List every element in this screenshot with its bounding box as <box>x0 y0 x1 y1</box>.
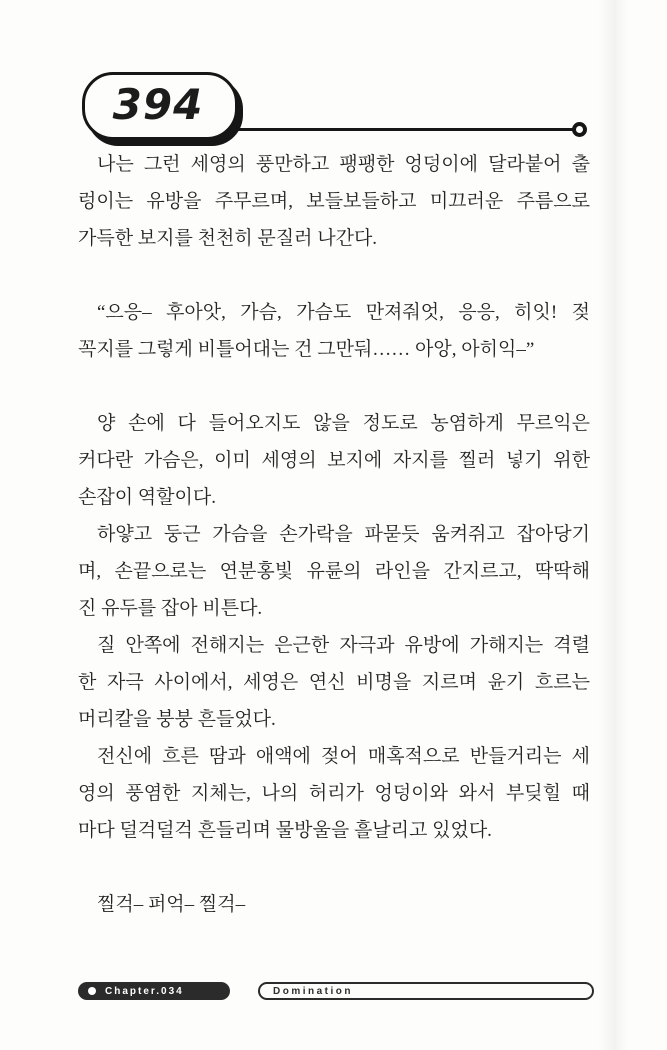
scan-edge-shading <box>598 0 628 1050</box>
text-line: 영의 풍염한 지체는, 나의 허리가 엉덩이와 와서 부딪힐 때 <box>78 783 590 804</box>
text-line: 한 자극 사이에서, 세영은 연신 비명을 지르며 윤기 흐르는 <box>78 672 590 693</box>
chapter-dot-icon <box>88 987 96 995</box>
text-line: “으응– 후아앗, 가슴, 가슴도 만져줘엇, 응응, 히잇! 젖 <box>97 302 590 323</box>
text-line: 며, 손끝으로는 연분홍빛 유륜의 라인을 간지르고, 딱딱해 <box>78 561 590 582</box>
book-title-label: Domination <box>273 985 353 997</box>
header-rule-line <box>228 128 576 131</box>
text-line: 손잡이 역할이다. <box>78 487 216 508</box>
book-title-badge <box>258 982 594 1000</box>
chapter-badge <box>78 982 230 1000</box>
blank-line <box>78 849 590 886</box>
text-line: 진 유두를 잡아 비튼다. <box>78 598 263 619</box>
text-line: 전신에 흐른 땀과 애액에 젖어 매혹적으로 반들거리는 세 <box>97 746 590 767</box>
text-line: 머리칼을 붕붕 흔들었다. <box>78 709 276 730</box>
text-line: 가득한 보지를 천천히 문질러 나간다. <box>78 228 378 249</box>
text-line: 양 손에 다 들어오지도 않을 정도로 농염하게 무르익은 <box>97 413 590 434</box>
chapter-label: Chapter.034 <box>105 985 184 997</box>
text-line: 렁이는 유방을 주무르며, 보들보들하고 미끄러운 주름으로 <box>78 191 590 212</box>
text-line: 질 안쪽에 전해지는 은근한 자극과 유방에 가해지는 격렬 <box>97 635 590 656</box>
text-line: 나는 그런 세영의 풍만하고 팽팽한 엉덩이에 달라붙어 출 <box>97 154 590 175</box>
text-line: 마다 덜걱덜걱 흔들리며 물방울을 흘날리고 있었다. <box>78 820 492 841</box>
page-number: 394 <box>112 79 204 129</box>
text-line: 하얗고 둥근 가슴을 손가락을 파묻듯 움켜쥐고 잡아당기 <box>97 524 590 545</box>
body-text <box>78 146 590 923</box>
blank-line <box>78 368 590 405</box>
text-line: 꼭지를 그렇게 비틀어대는 건 그만둬…… 아앙, 아히익–” <box>78 339 535 360</box>
text-line: 찔걱– 퍼억– 찔걱– <box>97 894 246 915</box>
header-rule-end-ring-icon <box>572 122 587 137</box>
blank-line <box>78 257 590 294</box>
page-number-badge <box>82 72 238 140</box>
text-line: 커다란 가슴은, 이미 세영의 보지에 자지를 찔러 넣기 위한 <box>78 450 590 471</box>
